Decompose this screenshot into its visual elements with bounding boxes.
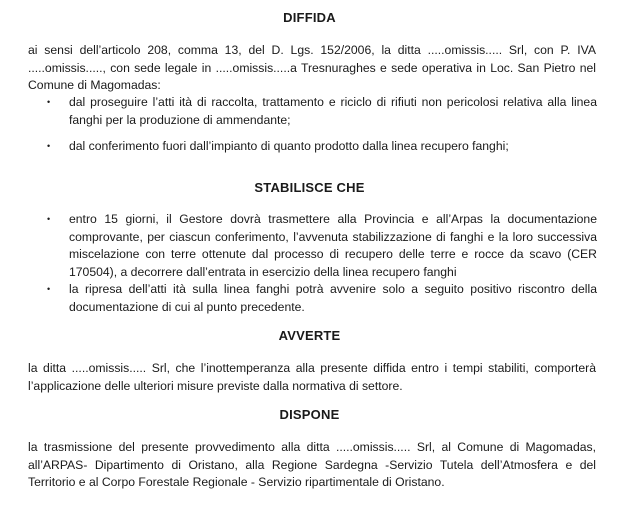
- stabilisce-item-1: entro 15 giorni, il Gestore dovrà trasmettere alla Provincia e all’Arpas la documentazione comprovante, per ciascun conferimento, l’avvenuta stabilizzazione di fanghi e la loro successiva miscelazione con terre ottenute dal processo di recupero delle terre e rocce da scavo (CER 170504), a decorrere dall’entrata in esercizio della linea recupero fanghi: [69, 212, 597, 279]
- bullet-icon: •: [47, 141, 51, 151]
- dispone-paragraph: la trasmissione del presente provvedimento alla ditta .....omissis..... Srl, al Comune di Magomadas, all’ARPAS- Dipartimento di Oristano, alla Regione Sardegna -Servizio Tutela dell’Atmosfera e del Territorio e al Corpo Forestale Regionale - Servizio ripartimentale di Oristano.: [28, 440, 596, 489]
- heading-diffida: DIFFIDA: [283, 10, 336, 25]
- heading-dispone: DISPONE: [279, 407, 340, 422]
- bullet-icon: •: [47, 214, 51, 224]
- stabilisce-item-2: la ripresa dell’atti ità sulla linea fanghi potrà avvenire solo a seguito positivo riscontro della documentazione di cui al punto precedente.: [69, 282, 597, 314]
- diffida-item-1: dal proseguire l’atti ità di raccolta, trattamento e riciclo di rifiuti non pericolosi relativa alla linea fanghi per la produzione di ammendante;: [69, 95, 597, 127]
- bullet-icon: •: [47, 284, 51, 294]
- avverte-paragraph: la ditta .....omissis..... Srl, che l’inottemperanza alla presente diffida entro i tempi stabiliti, comporterà l’applicazione delle ulteriori misure previste dalla normativa di settore.: [28, 361, 596, 393]
- heading-avverte: AVVERTE: [278, 328, 341, 343]
- bullet-icon: •: [47, 97, 51, 107]
- heading-stabilisce: STABILISCE CHE: [254, 180, 365, 195]
- diffida-intro-paragraph: ai sensi dell’articolo 208, comma 13, del D. Lgs. 152/2006, la ditta .....omissis..... Srl, con P. IVA .....omissis....., con sede legale in .....omissis.....a Tresnuraghes e sede operativa in Loc. San Pietro nel Comune di Magomadas:: [28, 43, 596, 92]
- diffida-item-2: dal conferimento fuori dall’impianto di quanto prodotto dalla linea recupero fanghi;: [69, 139, 509, 153]
